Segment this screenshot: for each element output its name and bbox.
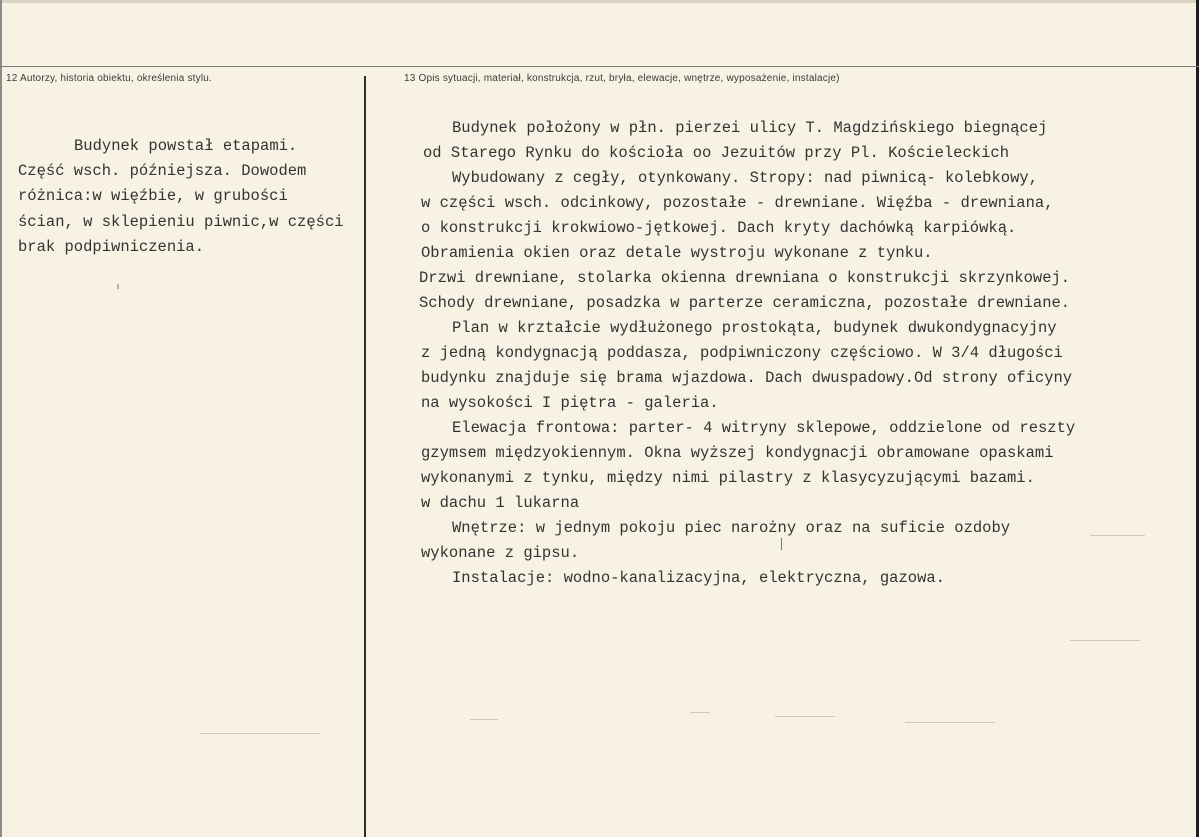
right-text-line: Budynek położony w płn. pierzei ulicy T. Magdzińskiego biegnącej [452,119,1048,137]
right-text-line: Instalacje: wodno-kanalizacyjna, elektryczna, gazowa. [452,569,945,587]
right-text-line: Elewacja frontowa: parter- 4 witryny sklepowe, oddzielone od reszty [452,419,1076,437]
left-text-line: różnica:w więźbie, w grubości [18,187,288,205]
bleed-through-mark [905,722,995,723]
header-rule [0,66,1199,67]
column-divider [364,76,366,837]
stray-mark [781,538,782,550]
sheet-top-edge [0,0,1199,3]
right-text-line: w dachu 1 lukarna [421,494,580,512]
sheet-left-edge [0,0,2,837]
right-text-line: Wybudowany z cegły, otynkowany. Stropy: nad piwnicą- kolebkowy, [452,169,1038,187]
right-text-line: budynku znajduje się brama wjazdowa. Dach dwuspadowy.Od strony oficyny [421,369,1073,387]
right-text-line: Plan w krztałcie wydłużonego prostokąta, budynek dwukondygnacyjny [452,319,1057,337]
bleed-through-mark [1070,640,1140,641]
bleed-through-mark [775,716,835,717]
field-12-heading: 12 Autorzy, historia obiektu, określenia stylu. [6,73,212,84]
right-text-line: Drzwi drewniane, stolarka okienna drewniana o konstrukcji skrzynkowej. [419,269,1071,287]
right-text-line: z jedną kondygnacją poddasza, podpiwniczony częściowo. W 3/4 długości [421,344,1063,362]
right-text-line: wykonanymi z tynku, między nimi pilastry z klasycyzującymi bazami. [421,469,1035,487]
right-text-line: Obramienia okien oraz detale wystroju wykonane z tynku. [421,244,933,262]
field-13-heading: 13 Opis sytuacji, materiał, konstrukcja, rzut, bryła, elewacje, wnętrze, wyposażenie, instalacje) [404,73,840,84]
right-text-line: Schody drewniane, posadzka w parterze ceramiczna, pozostałe drewniane. [419,294,1071,312]
right-text-line: gzymsem międzyokiennym. Okna wyższej kondygnacji obramowane opaskami [421,444,1054,462]
left-text-line: ścian, w sklepieniu piwnic,w części [18,213,344,231]
bleed-through-mark [1090,535,1145,536]
left-text-line: brak podpiwniczenia. [18,238,205,256]
right-text-line: w części wsch. odcinkowy, pozostałe - drewniane. Więźba - drewniana, [421,194,1054,212]
stray-mark [117,284,119,289]
left-text-line: Budynek powstał etapami. [74,137,298,155]
right-text-line: Wnętrze: w jednym pokoju piec narożny oraz na suficie ozdoby [452,519,1011,537]
right-text-line: wykonane z gipsu. [421,544,580,562]
right-text-line: o konstrukcji krokwiowo-jętkowej. Dach kryty dachówką karpiówką. [421,219,1017,237]
left-text-line: Część wsch. późniejsza. Dowodem [18,162,307,180]
bleed-through-mark [200,733,320,734]
right-text-line: na wysokości I piętra - galeria. [421,394,719,412]
bleed-through-mark [470,719,498,720]
bleed-through-mark [690,712,710,713]
right-text-line: od Starego Rynku do kościoła oo Jezuitów przy Pl. Kościeleckich [423,144,1009,162]
